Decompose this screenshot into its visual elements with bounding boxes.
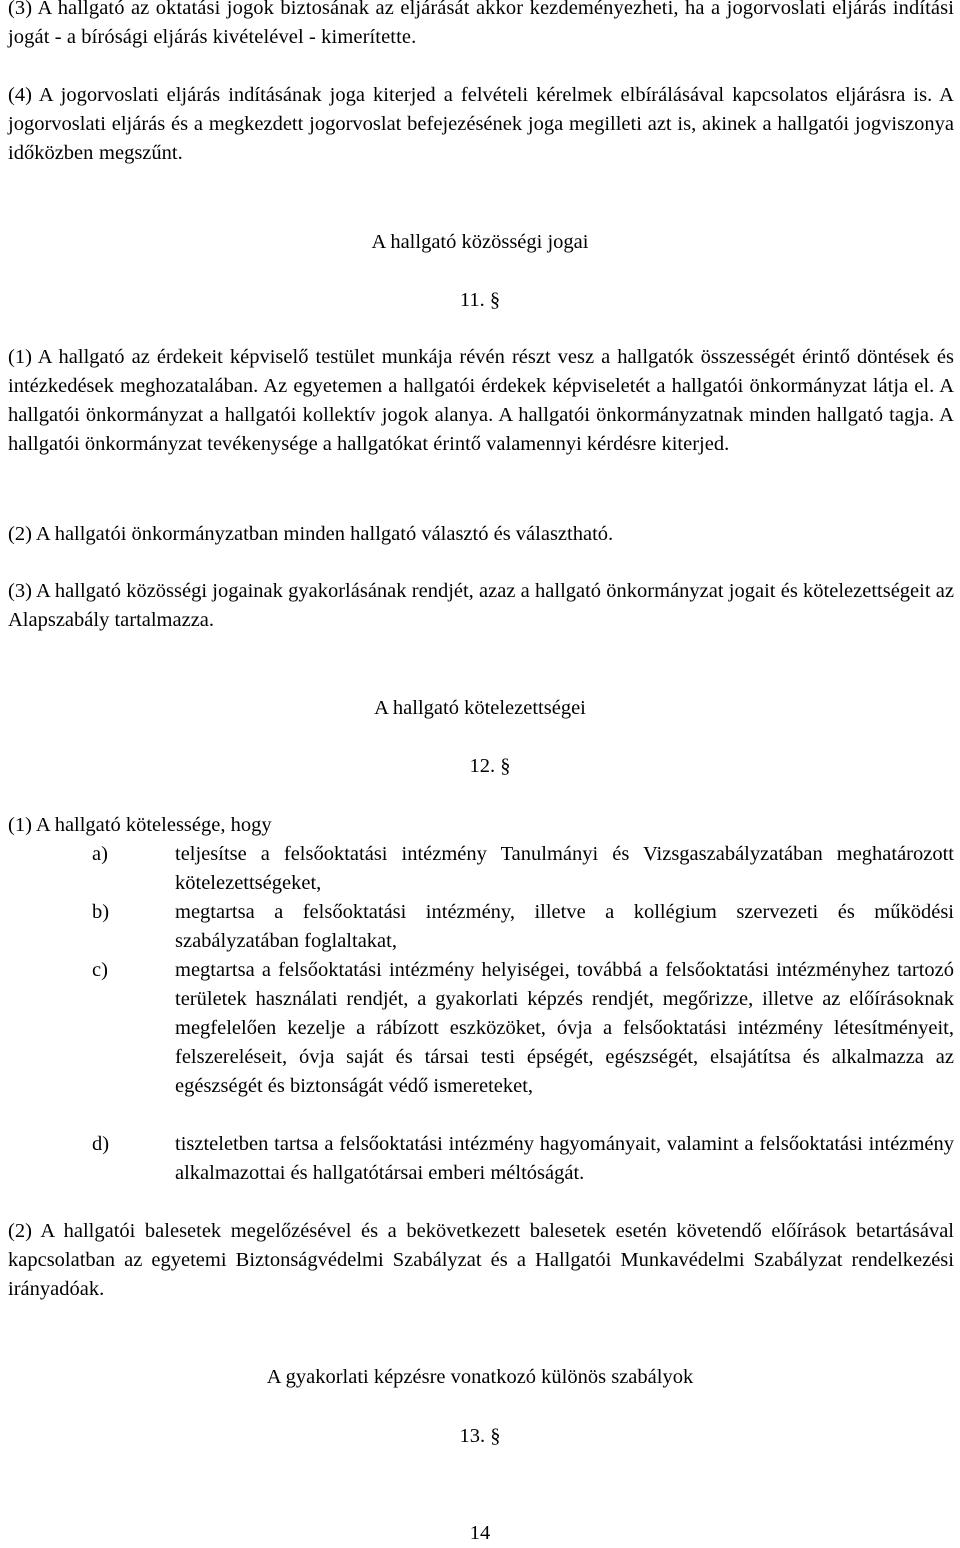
section-12-paragraph-2: (2) A hallgatói balesetek megelőzésével és a bekövetkezett balesetek esetén követendő előírások betartásával kapcsolatban az egyetemi Biztonságvédelmi Szabályzat és a Hallgatói Munkavédelmi Szabályzat rendelkezési irányadóak. [8,1220,954,1300]
page-number: 14 [469,1522,491,1544]
list-item-text: tiszteletben tartsa a felsőoktatási intézmény hagyományait, valamint a felsőoktatási intézmény alkalmazottai és hallgatótársai emberi méltóságát. [175,1133,954,1184]
paragraph-3: (3) A hallgató az oktatási jogok biztosának az eljárását akkor kezdeményezheti, ha a jogorvoslati eljárás indítási jogát - a bírósági eljárás kivételével - kimerítette. [8,0,954,48]
section-12-number: 12. § [469,755,511,777]
list-item-b [92,898,954,956]
section-11-number: 11. § [459,289,501,311]
list-item-label: a) [92,843,108,865]
list-item-d [92,1130,954,1188]
list-item-text: teljesítse a felsőoktatási intézmény Tanulmányi és Vizsgaszabályzatában meghatározott kötelezettségeket, [175,843,954,894]
section-11-title: A hallgató közösségi jogai [371,231,589,253]
paragraph-4: (4) A jogorvoslati eljárás indításának joga kiterjed a felvételi kérelmek elbírálásával kapcsolatos eljárásra is. A jogorvoslati eljárás és a megkezdett jogorvoslat befejezésének joga megilleti azt is, akinek a hallgatói jogviszonya időközben megszűnt. [8,84,954,164]
section-11-paragraph-2: (2) A hallgatói önkormányzatban minden hallgató választó és választható. [8,523,614,545]
section-11-paragraph-1: (1) A hallgató az érdekeit képviselő testület munkája révén részt vesz a hallgatók összességét érintő döntések és intézkedések meghozatalában. Az egyetemen a hallgatói érdekek képviseletét a hallgatói önkormányzat látja el. A hallgatói önkormányzat a hallgatói kollektív jogok alanya. A hallgatói önkormányzatnak minden hallgató tagja. A hallgatói önkormányzat tevékenysége a hallgatókat érintő valamennyi kérdésre kiterjed. [8,346,954,455]
list-item-a [92,840,954,898]
section-11-paragraph-3: (3) A hallgató közösségi jogainak gyakorlásának rendjét, azaz a hallgató önkormányzat jogait és kötelezettségeit az Alapszabály tartalmazza. [8,580,954,631]
section-13-title: A gyakorlati képzésre vonatkozó különös szabályok [266,1366,694,1388]
list-item-label: d) [92,1133,110,1155]
list-item-text: megtartsa a felsőoktatási intézmény, illetve a kollégium szervezeti és működési szabályzatában foglaltakat, [175,901,954,952]
list-item-c [92,956,954,1101]
list-item-label: b) [92,901,110,923]
section-12-paragraph-1-intro: (1) A hallgató kötelessége, hogy [8,814,272,836]
list-item-text: megtartsa a felsőoktatási intézmény helyiségei, továbbá a felsőoktatási intézményhez tartozó területek használati rendjét, a gyakorlati képzés rendjét, megőrizze, illetve az előírásoknak megfelelően kezelje a rábízott eszközöket, óvja a felsőoktatási intézmény létesítményeit, felszereléseit, óvja saját és társai testi épségét, egészségét, elsajátítsa és alkalmazza az egészségét és biztonságát védő ismereteket, [175,959,954,1097]
section-12-title: A hallgató kötelezettségei [374,697,586,719]
list-item-label: c) [92,959,108,981]
section-13-number: 13. § [459,1425,501,1447]
